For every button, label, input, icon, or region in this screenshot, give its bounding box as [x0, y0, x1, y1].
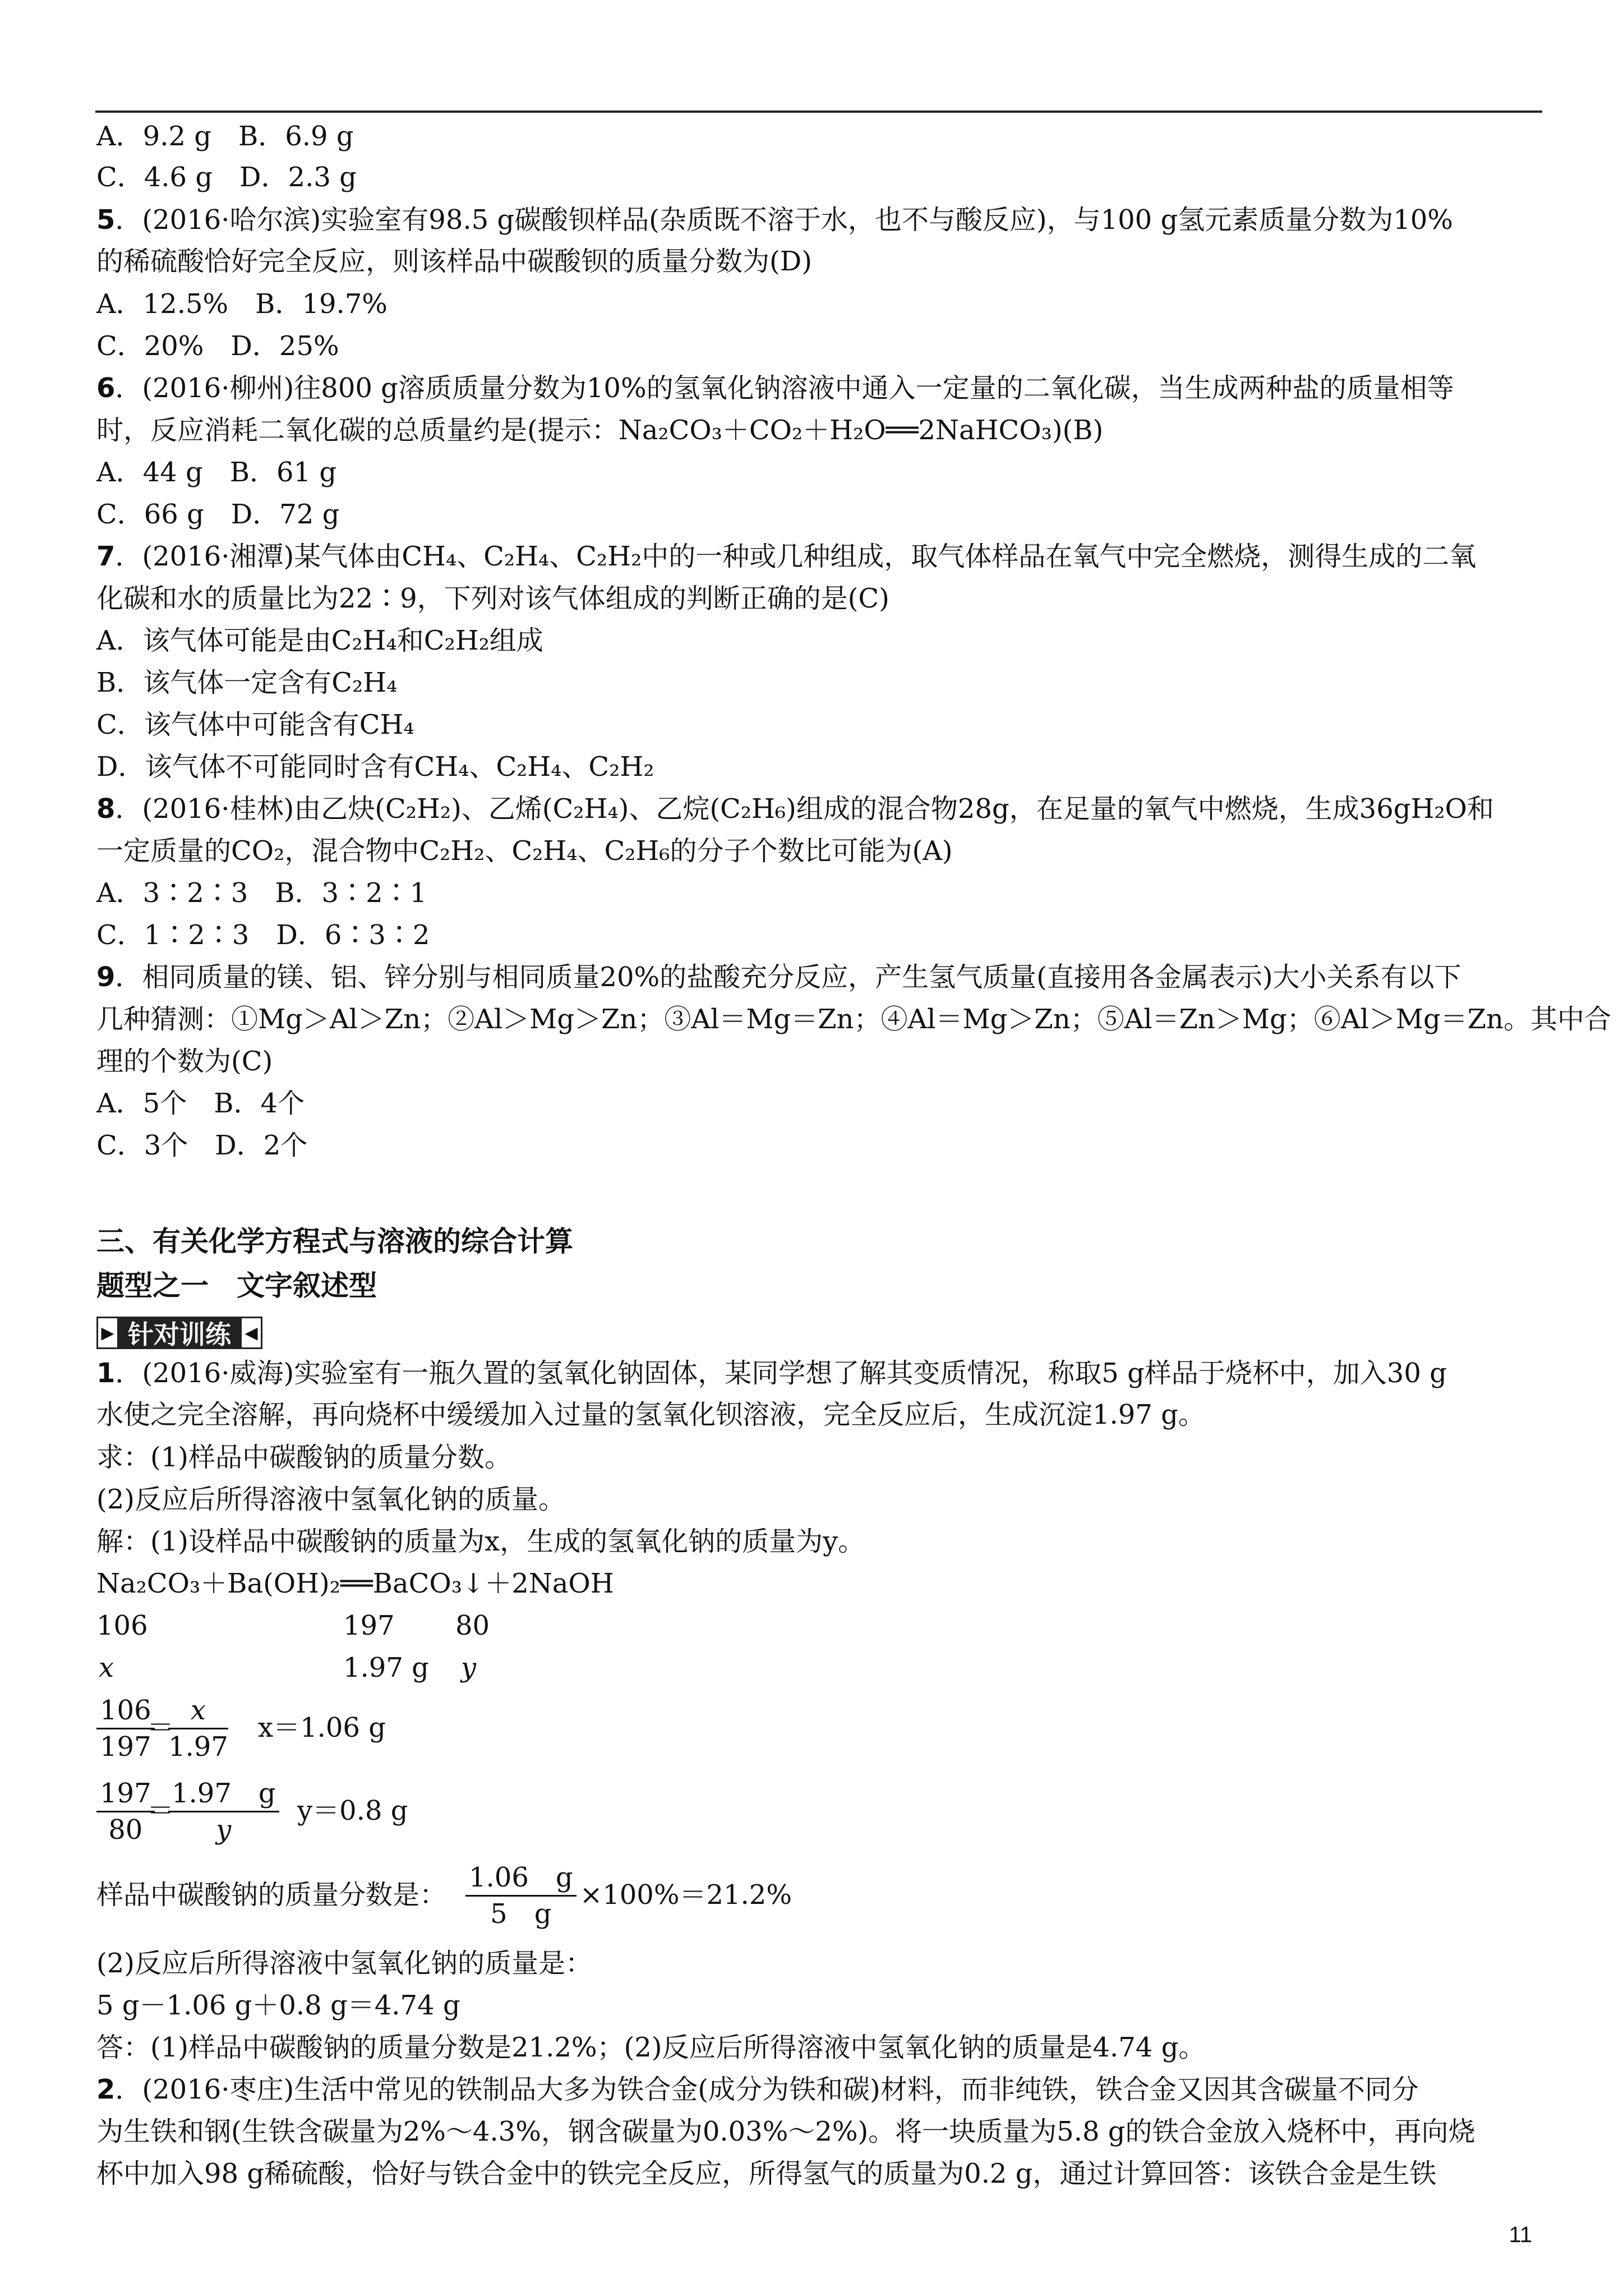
- back-icon: ◀: [240, 1317, 262, 1349]
- mass-fraction-lead: 样品中碳酸钠的质量分数是：: [96, 1879, 447, 1911]
- variable-x: x: [99, 1652, 114, 1683]
- question-text: ．(2016·湘潭)某气体由CH₄、C₂H₄、C₂H₂中的一种或几种组成，取气体样品在氧气中完全燃烧，测得生成的二氧: [115, 541, 1477, 572]
- text-line: 解：(1)设样品中碳酸钠的质量为x，生成的氢氧化钠的质量为y。: [96, 1526, 865, 1557]
- answer-line: 答：(1)样品中碳酸钠的质量分数是21.2%；(2)反应后所得溶液中氢氧化钠的质量是4.74 g。: [96, 2032, 1206, 2063]
- question-7: [96, 540, 1476, 573]
- question-6: [96, 371, 1454, 405]
- denominator: 5 g: [490, 1898, 552, 1930]
- question-number: 5: [96, 204, 116, 236]
- problem-1: [96, 1356, 1447, 1390]
- question-number: 8: [96, 793, 116, 825]
- text-line: A．3∶2∶3 B．3∶2∶1: [96, 877, 427, 909]
- denominator: y: [216, 1814, 232, 1846]
- text-line: 5 g－1.06 g＋0.8 g＝4.74 g: [96, 1990, 460, 2021]
- subsection-heading: 题型之一 文字叙述型: [96, 1269, 377, 1302]
- text-line: C．66 g D．72 g: [96, 499, 340, 530]
- question-9: [96, 960, 1461, 994]
- question-number: 9: [96, 961, 116, 993]
- practice-badge: [96, 1315, 262, 1350]
- numerator: 106: [96, 1693, 155, 1729]
- question-text: ．(2016·柳州)往800 g溶质质量分数为10%的氢氧化钠溶液中通入一定量的二氧化碳，当生成两种盐的质量相等: [115, 372, 1454, 404]
- denominator: 80: [108, 1814, 143, 1846]
- practice-badge-label: 针对训练: [119, 1317, 240, 1349]
- fraction: [96, 1693, 155, 1764]
- question-number: 7: [96, 541, 116, 572]
- text-line: (2)反应后所得溶液中氢氧化钠的质量。: [96, 1484, 565, 1515]
- text-line: D．该气体不可能同时含有CH₄、C₂H₄、C₂H₂: [96, 751, 654, 783]
- text-line: C．3个 D．2个: [96, 1130, 308, 1161]
- fraction: [168, 1693, 228, 1764]
- mass-value: 1.97 g: [343, 1652, 429, 1683]
- text-line: 求：(1)样品中碳酸钠的质量分数。: [96, 1442, 511, 1473]
- question-number: 6: [96, 372, 116, 404]
- question-text: ．(2016·哈尔滨)实验室有98.5 g碳酸钡样品(杂质既不溶于水，也不与酸反应)，与100 g氢元素质量分数为10%: [115, 204, 1453, 236]
- fraction: [96, 1776, 155, 1847]
- problem-number: 1: [96, 1358, 116, 1389]
- result-y: y＝0.8 g: [297, 1795, 408, 1826]
- fraction: [465, 1860, 577, 1931]
- question-5: [96, 203, 1453, 237]
- problem-number: 2: [96, 2074, 116, 2105]
- numerator: x: [168, 1693, 228, 1729]
- text-line: 为生铁和钢(生铁含碳量为2%～4.3%，钢含碳量为0.03%～2%)。将一块质量为5.8 g的铁合金放入烧杯中，再向烧: [96, 2116, 1476, 2147]
- text-line: 时，反应消耗二氧化碳的总质量约是(提示：Na₂CO₃＋CO₂＋H₂O══2NaHCO₃)(B): [96, 415, 1104, 446]
- text-line: 几种猜测：①Mg＞Al＞Zn；②Al＞Mg＞Zn；③Al＝Mg＝Zn；④Al＝Mg＞Zn；⑤Al＝Zn＞Mg；⑥Al＞Mg＝Zn。其中合: [96, 1004, 1611, 1035]
- text-line: C．该气体中可能含有CH₄: [96, 709, 414, 740]
- equals-sign: ＝: [147, 1712, 174, 1743]
- question-8: [96, 792, 1494, 826]
- mass-fraction-result: ×100%＝21.2%: [580, 1879, 792, 1911]
- molar-mass-2: 197: [343, 1610, 395, 1641]
- text-line: A．该气体可能是由C₂H₄和C₂H₂组成: [96, 625, 543, 656]
- numerator: 1.97 g: [168, 1776, 279, 1812]
- numerator: 1.06 g: [465, 1860, 577, 1897]
- text-line: 水使之完全溶解，再向烧杯中缓缓加入过量的氢氧化钡溶液，完全反应后，生成沉淀1.97 g。: [96, 1399, 1205, 1430]
- text-line: 理的个数为(C): [96, 1046, 273, 1077]
- text-line: 化碳和水的质量比为22∶9，下列对该气体组成的判断正确的是(C): [96, 583, 889, 614]
- text-line: A．9.2 g B．6.9 g: [96, 121, 354, 152]
- page-number: 11: [1509, 2223, 1532, 2247]
- molar-mass-3: 80: [455, 1610, 490, 1641]
- play-icon: ▶: [96, 1317, 119, 1349]
- text-line: A．5个 B．4个: [96, 1088, 305, 1119]
- molar-mass-1: 106: [96, 1610, 148, 1641]
- chemical-equation: Na₂CO₃＋Ba(OH)₂══BaCO₃↓＋2NaOH: [96, 1568, 614, 1599]
- denominator: 1.97: [168, 1731, 228, 1763]
- problem-text: ．(2016·枣庄)生活中常见的铁制品大多为铁合金(成分为铁和碳)材料，而非纯铁，铁合金又因其含碳量不同分: [115, 2074, 1419, 2105]
- variable-y: y: [461, 1652, 477, 1683]
- numerator: 197: [96, 1776, 155, 1812]
- text-line: A．44 g B．61 g: [96, 457, 337, 488]
- question-text: ．(2016·桂林)由乙炔(C₂H₂)、乙烯(C₂H₄)、乙烷(C₂H₆)组成的混合物28g，在足量的氧气中燃烧，生成36gH₂O和: [115, 793, 1494, 825]
- text-line: C．1∶2∶3 D．6∶3∶2: [96, 919, 430, 951]
- question-text: ．相同质量的镁、铝、锌分别与相同质量20%的盐酸充分反应，产生氢气质量(直接用各金属表示)大小关系有以下: [115, 961, 1461, 993]
- equals-sign: ＝: [147, 1795, 174, 1826]
- header-rule: [95, 111, 1542, 113]
- text-line: (2)反应后所得溶液中氢氧化钠的质量是：: [96, 1948, 592, 1979]
- denominator: 197: [100, 1731, 151, 1763]
- text-line: 一定质量的CO₂，混合物中C₂H₂、C₂H₄、C₂H₆的分子个数比可能为(A): [96, 835, 953, 867]
- text-line: A．12.5% B．19.7%: [96, 288, 388, 320]
- result-x: x＝1.06 g: [258, 1712, 386, 1743]
- text-line: B．该气体一定含有C₂H₄: [96, 667, 398, 698]
- text-line: C．4.6 g D．2.3 g: [96, 162, 357, 193]
- text-line: 杯中加入98 g稀硫酸，恰好与铁合金中的铁完全反应，所得氢气的质量为0.2 g，通过计算回答：该铁合金是生铁: [96, 2158, 1437, 2189]
- text-line: C．20% D．25%: [96, 330, 339, 362]
- problem-text: ．(2016·威海)实验室有一瓶久置的氢氧化钠固体，某同学想了解其变质情况，称取5 g样品于烧杯中，加入30 g: [115, 1358, 1447, 1389]
- text-line: 的稀硫酸恰好完全反应，则该样品中碳酸钡的质量分数为(D): [96, 246, 812, 277]
- fraction: [168, 1776, 279, 1847]
- section-heading: 三、有关化学方程式与溶液的综合计算: [96, 1225, 573, 1258]
- problem-2: [96, 2073, 1419, 2106]
